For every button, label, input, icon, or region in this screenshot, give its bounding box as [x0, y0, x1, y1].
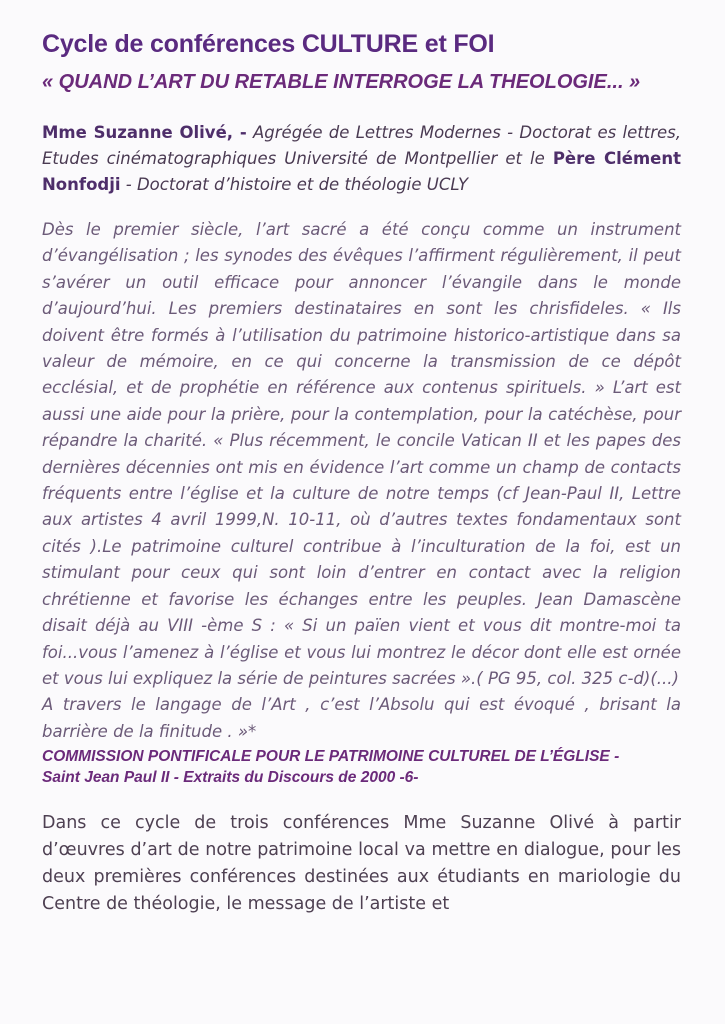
author-description-2: - Doctorat d’histoire et de théologie UCLY	[120, 175, 469, 194]
author-name-2: Père Clément Nonfodji	[42, 149, 681, 194]
quote-paragraph-2: A travers le langage de l’Art , c’est l’Absolu qui est évoqué , brisant la barrière de la finitude . »*	[42, 695, 681, 741]
quote-paragraph-1: Dès le premier siècle, l’art sacré a été conçu comme un instrument d’évangélisation ; les synodes des évêques l’affirment régulièrement, il peut s’avérer un outil efficace pour annoncer l’évangile dans le monde d’aujourd’hui. Les premiers destinataires en sont les chrisfideles. « Ils doivent être formés à l’utilisation du patrimoine historico-artistique dans sa valeur de mémoire, en ce qui concerne la transmission de ce dépôt ecclésial, et de prophétie en référence aux contenus spirituels. » L’art est aussi une aide pour la prière, pour la contemplation, pour la catéchèse, pour répandre la charité. « Plus récemment, le concile Vatican II et les papes des dernières décennies ont mis en évidence l’art comme un champ de contacts fréquents entre l’église et la culture de notre temps (cf Jean-Paul II, Lettre aux artistes 4 avril 1999,N. 10-11, où d’autres textes fondamentaux sont cités ).Le patrimoine culturel contribue à l’inculturation de la foi, est un stimulant pour ceux qui sont loin d’entrer en contact avec la religion chrétienne et favorise les échanges entre les peuples. Jean Damascène disait déjà au VIII -ème S : « Si un païen vient et vous dit montre-moi ta foi...vous l’amenez à l’église et vous lui montrez le décor dont elle est ornée et vous lui expliquez la série de peintures sacrées ».( PG 95, col. 325 c-d)(...)	[42, 220, 681, 688]
quote-block	[42, 217, 681, 745]
page-subtitle: « QUAND L’ART DU RETABLE INTERROGE LA THEOLOGIE... »	[42, 71, 641, 93]
reference-line-1: COMMISSION PONTIFICALE POUR LE PATRIMOINE CULTUREL DE L’ÉGLISE -	[42, 748, 620, 766]
body-paragraph: Dans ce cycle de trois conférences Mme Suzanne Olivé à partir d’œuvres d’art de notre patrimoine local va mettre en dialogue, pour les deux premières conférences destinées aux étudiants en mariologie du Centre de théologie, le message de l’artiste et	[42, 813, 681, 915]
author-description-1: Agrégée de Lettres Modernes - Doctorat es lettres, Etudes cinématographiques Université de Montpellier et le	[42, 123, 681, 168]
quote-reference	[42, 746, 681, 788]
authors-paragraph	[42, 120, 681, 198]
page-title: Cycle de conférences CULTURE et FOI	[42, 30, 495, 58]
reference-line-2: Saint Jean Paul II - Extraits du Discours de 2000 -6-	[42, 769, 419, 787]
author-name-1: Mme Suzanne Olivé, -	[42, 123, 247, 142]
